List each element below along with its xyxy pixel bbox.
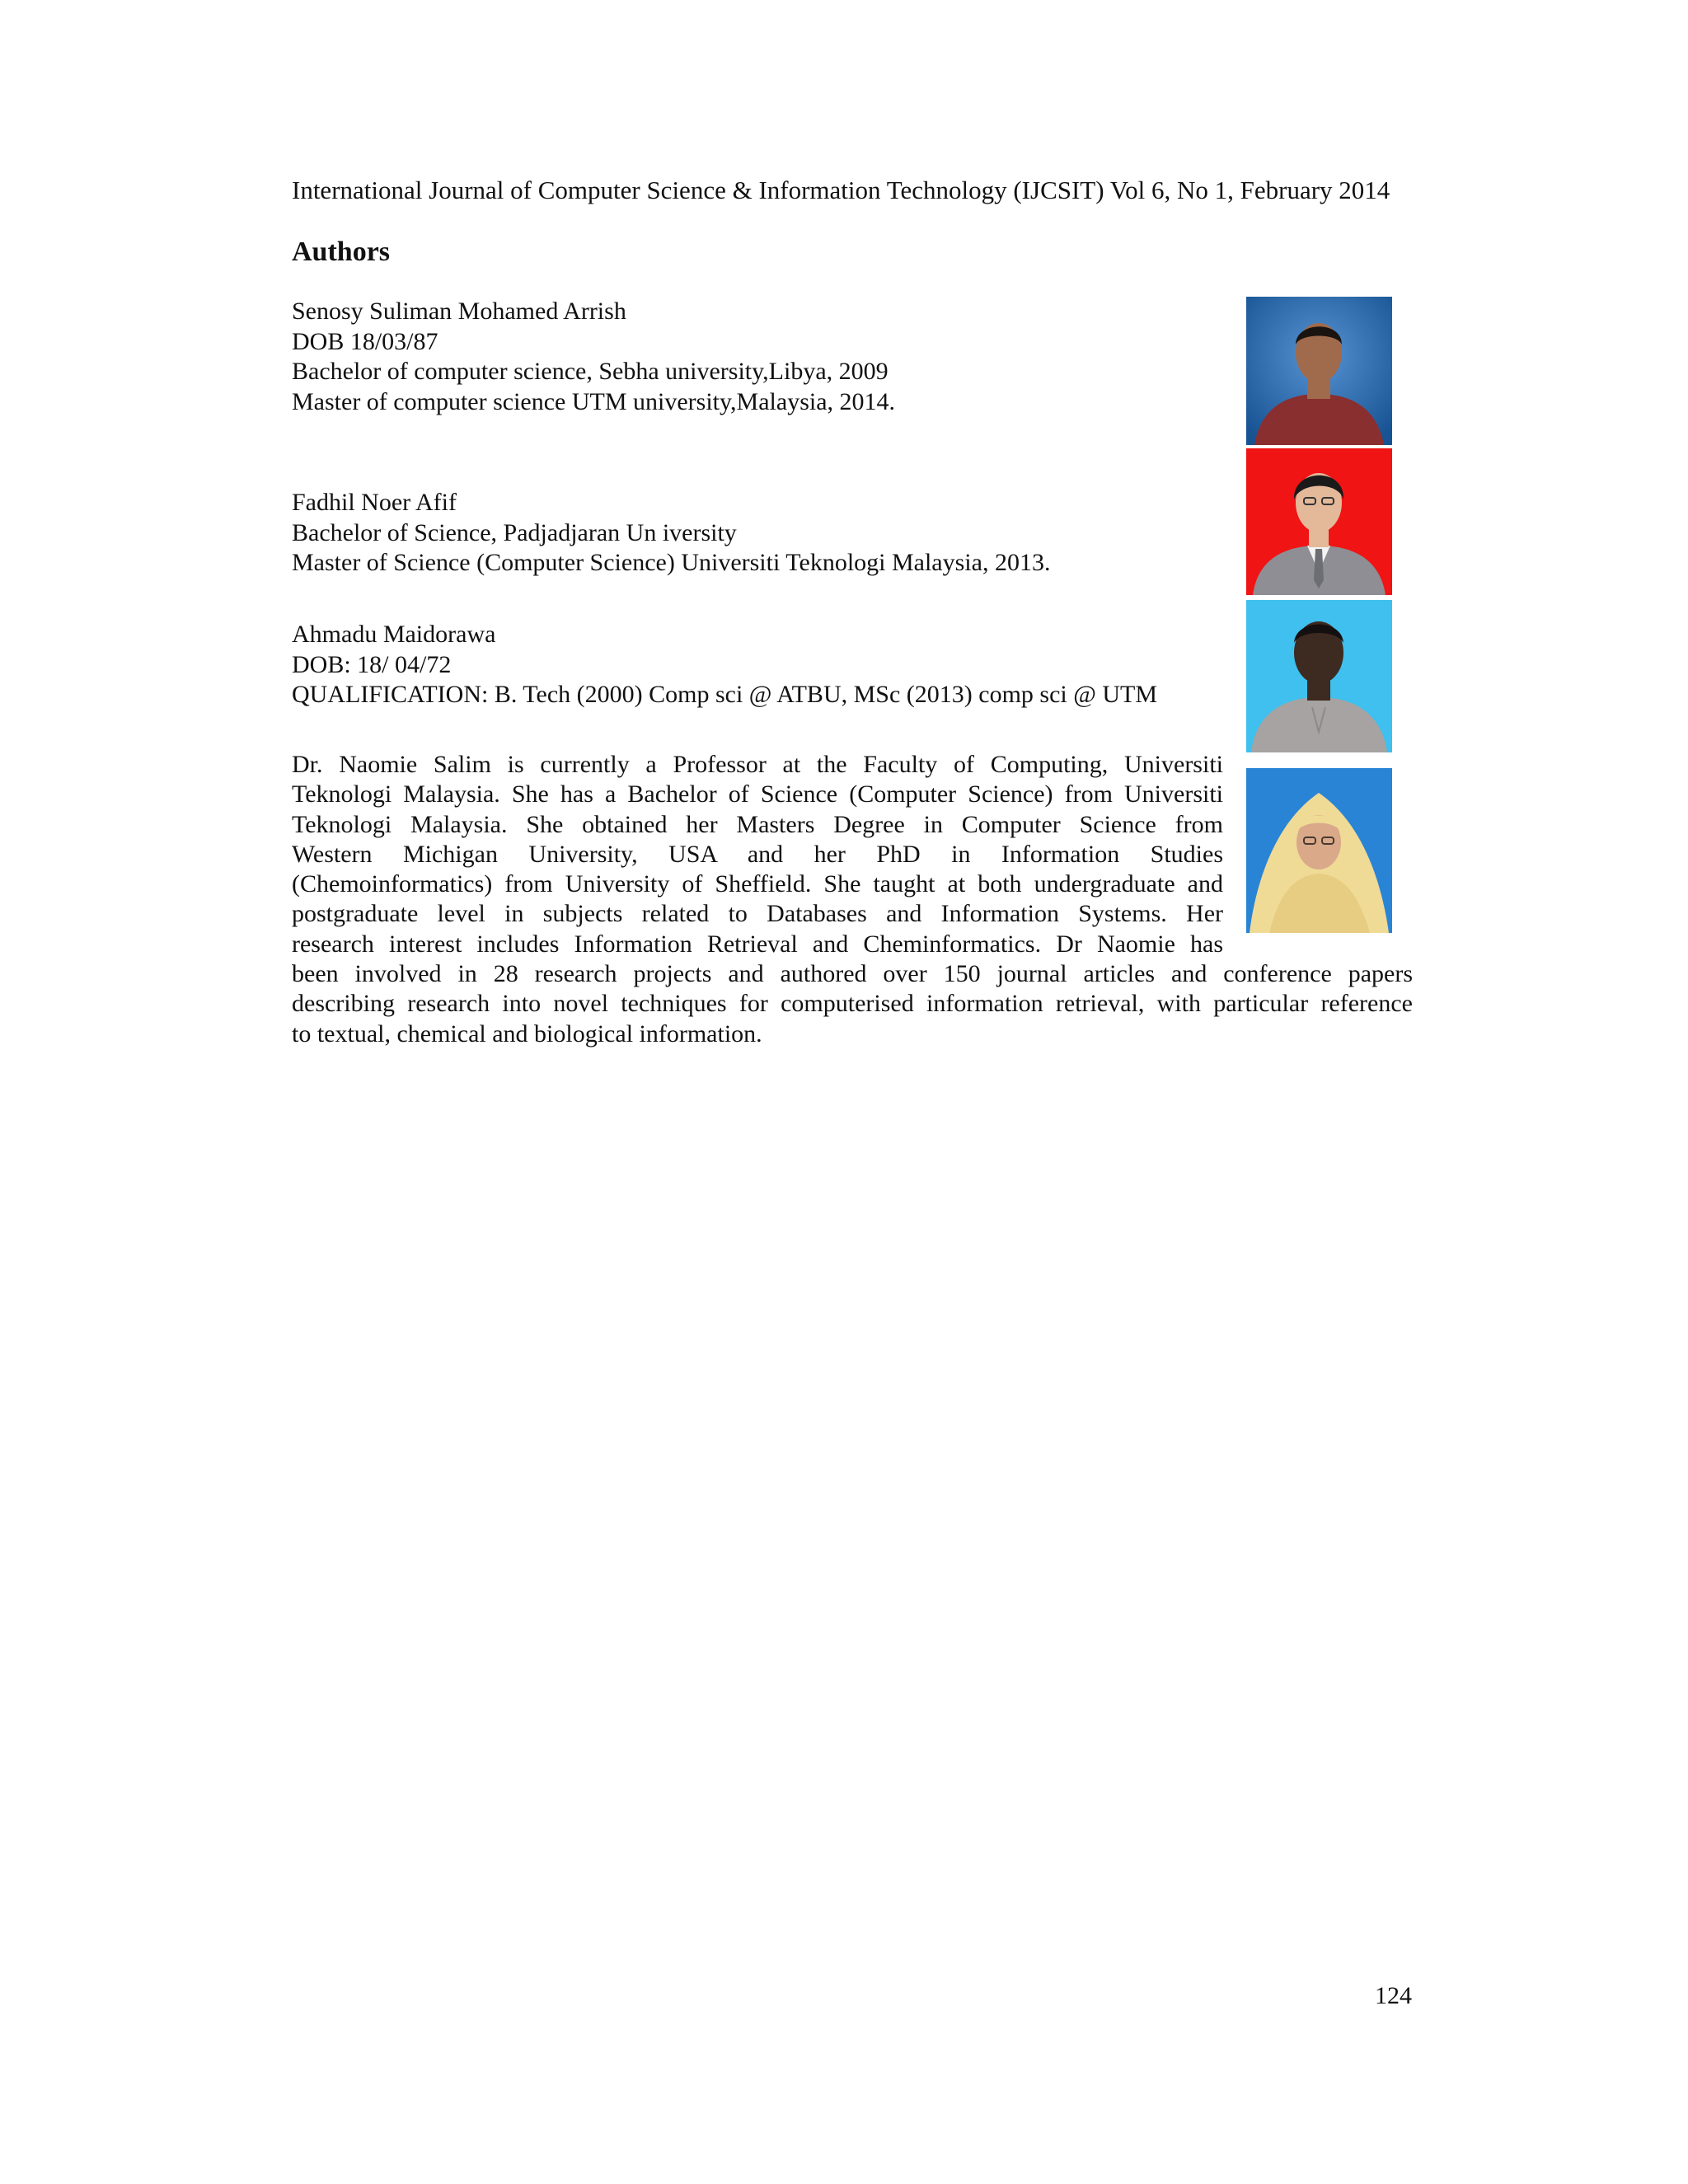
running-header: International Journal of Computer Science & Information Technology (IJCSIT) Vol 6, No 1, February 2014 [292, 176, 1390, 204]
author-photo-arrish [1246, 297, 1392, 445]
author-bio-arrish [292, 297, 895, 417]
author-bio-salim [292, 750, 1413, 1049]
bio-line: postgraduate level in subjects related to Databases and Information Systems. Her [292, 900, 1223, 928]
bio-line: research interest includes Information Retrieval and Cheminformatics. Dr Naomie has [292, 930, 1223, 958]
section-heading: Authors [292, 237, 391, 267]
author-master: Master of computer science UTM university,Malaysia, 2014. [292, 387, 896, 415]
author-bachelor: Bachelor of Science, Padjadjaran Un iversity [292, 518, 737, 546]
author-name: Ahmadu Maidorawa [292, 621, 496, 648]
bio-line: to textual, chemical and biological information. [292, 1019, 762, 1047]
author-bio-maidorawa [292, 620, 1157, 710]
author-name: Senosy Suliman Mohamed Arrish [292, 298, 626, 325]
portrait-image [1246, 768, 1392, 933]
author-photo-salim [1246, 768, 1392, 933]
bio-line: Teknologi Malaysia. She has a Bachelor of Science (Computer Science) from Universiti [292, 780, 1223, 808]
author-photo-maidorawa [1246, 600, 1392, 752]
page-number: 124 [1375, 1982, 1412, 2009]
author-dob: DOB: 18/ 04/72 [292, 650, 452, 678]
portrait-image [1246, 600, 1392, 752]
author-qualification: QUALIFICATION: B. Tech (2000) Comp sci @ ATBU, MSc (2013) comp sci @ UTM [292, 681, 1158, 708]
bio-line: describing research into novel techniques for computerised information retrieval, with particular reference [292, 990, 1413, 1018]
author-bachelor: Bachelor of computer science, Sebha university,Libya, 2009 [292, 358, 889, 385]
author-dob: DOB 18/03/87 [292, 327, 438, 355]
author-name: Fadhil Noer Afif [292, 489, 457, 516]
author-bio-afif [292, 488, 1050, 579]
portrait-image [1246, 448, 1392, 595]
author-photo-afif [1246, 448, 1392, 595]
author-master: Master of Science (Computer Science) Universiti Teknologi Malaysia, 2013. [292, 549, 1051, 576]
bio-line: been involved in 28 research projects and authored over 150 journal articles and conference papers [292, 960, 1413, 988]
bio-line: Teknologi Malaysia. She obtained her Masters Degree in Computer Science from [292, 810, 1223, 838]
bio-line: Western Michigan University, USA and her PhD in Information Studies [292, 840, 1223, 868]
portrait-image [1246, 297, 1392, 445]
bio-line: (Chemoinformatics) from University of Sheffield. She taught at both undergraduate and [292, 870, 1223, 898]
bio-line: Dr. Naomie Salim is currently a Professor at the Faculty of Computing, Universiti [292, 751, 1223, 778]
